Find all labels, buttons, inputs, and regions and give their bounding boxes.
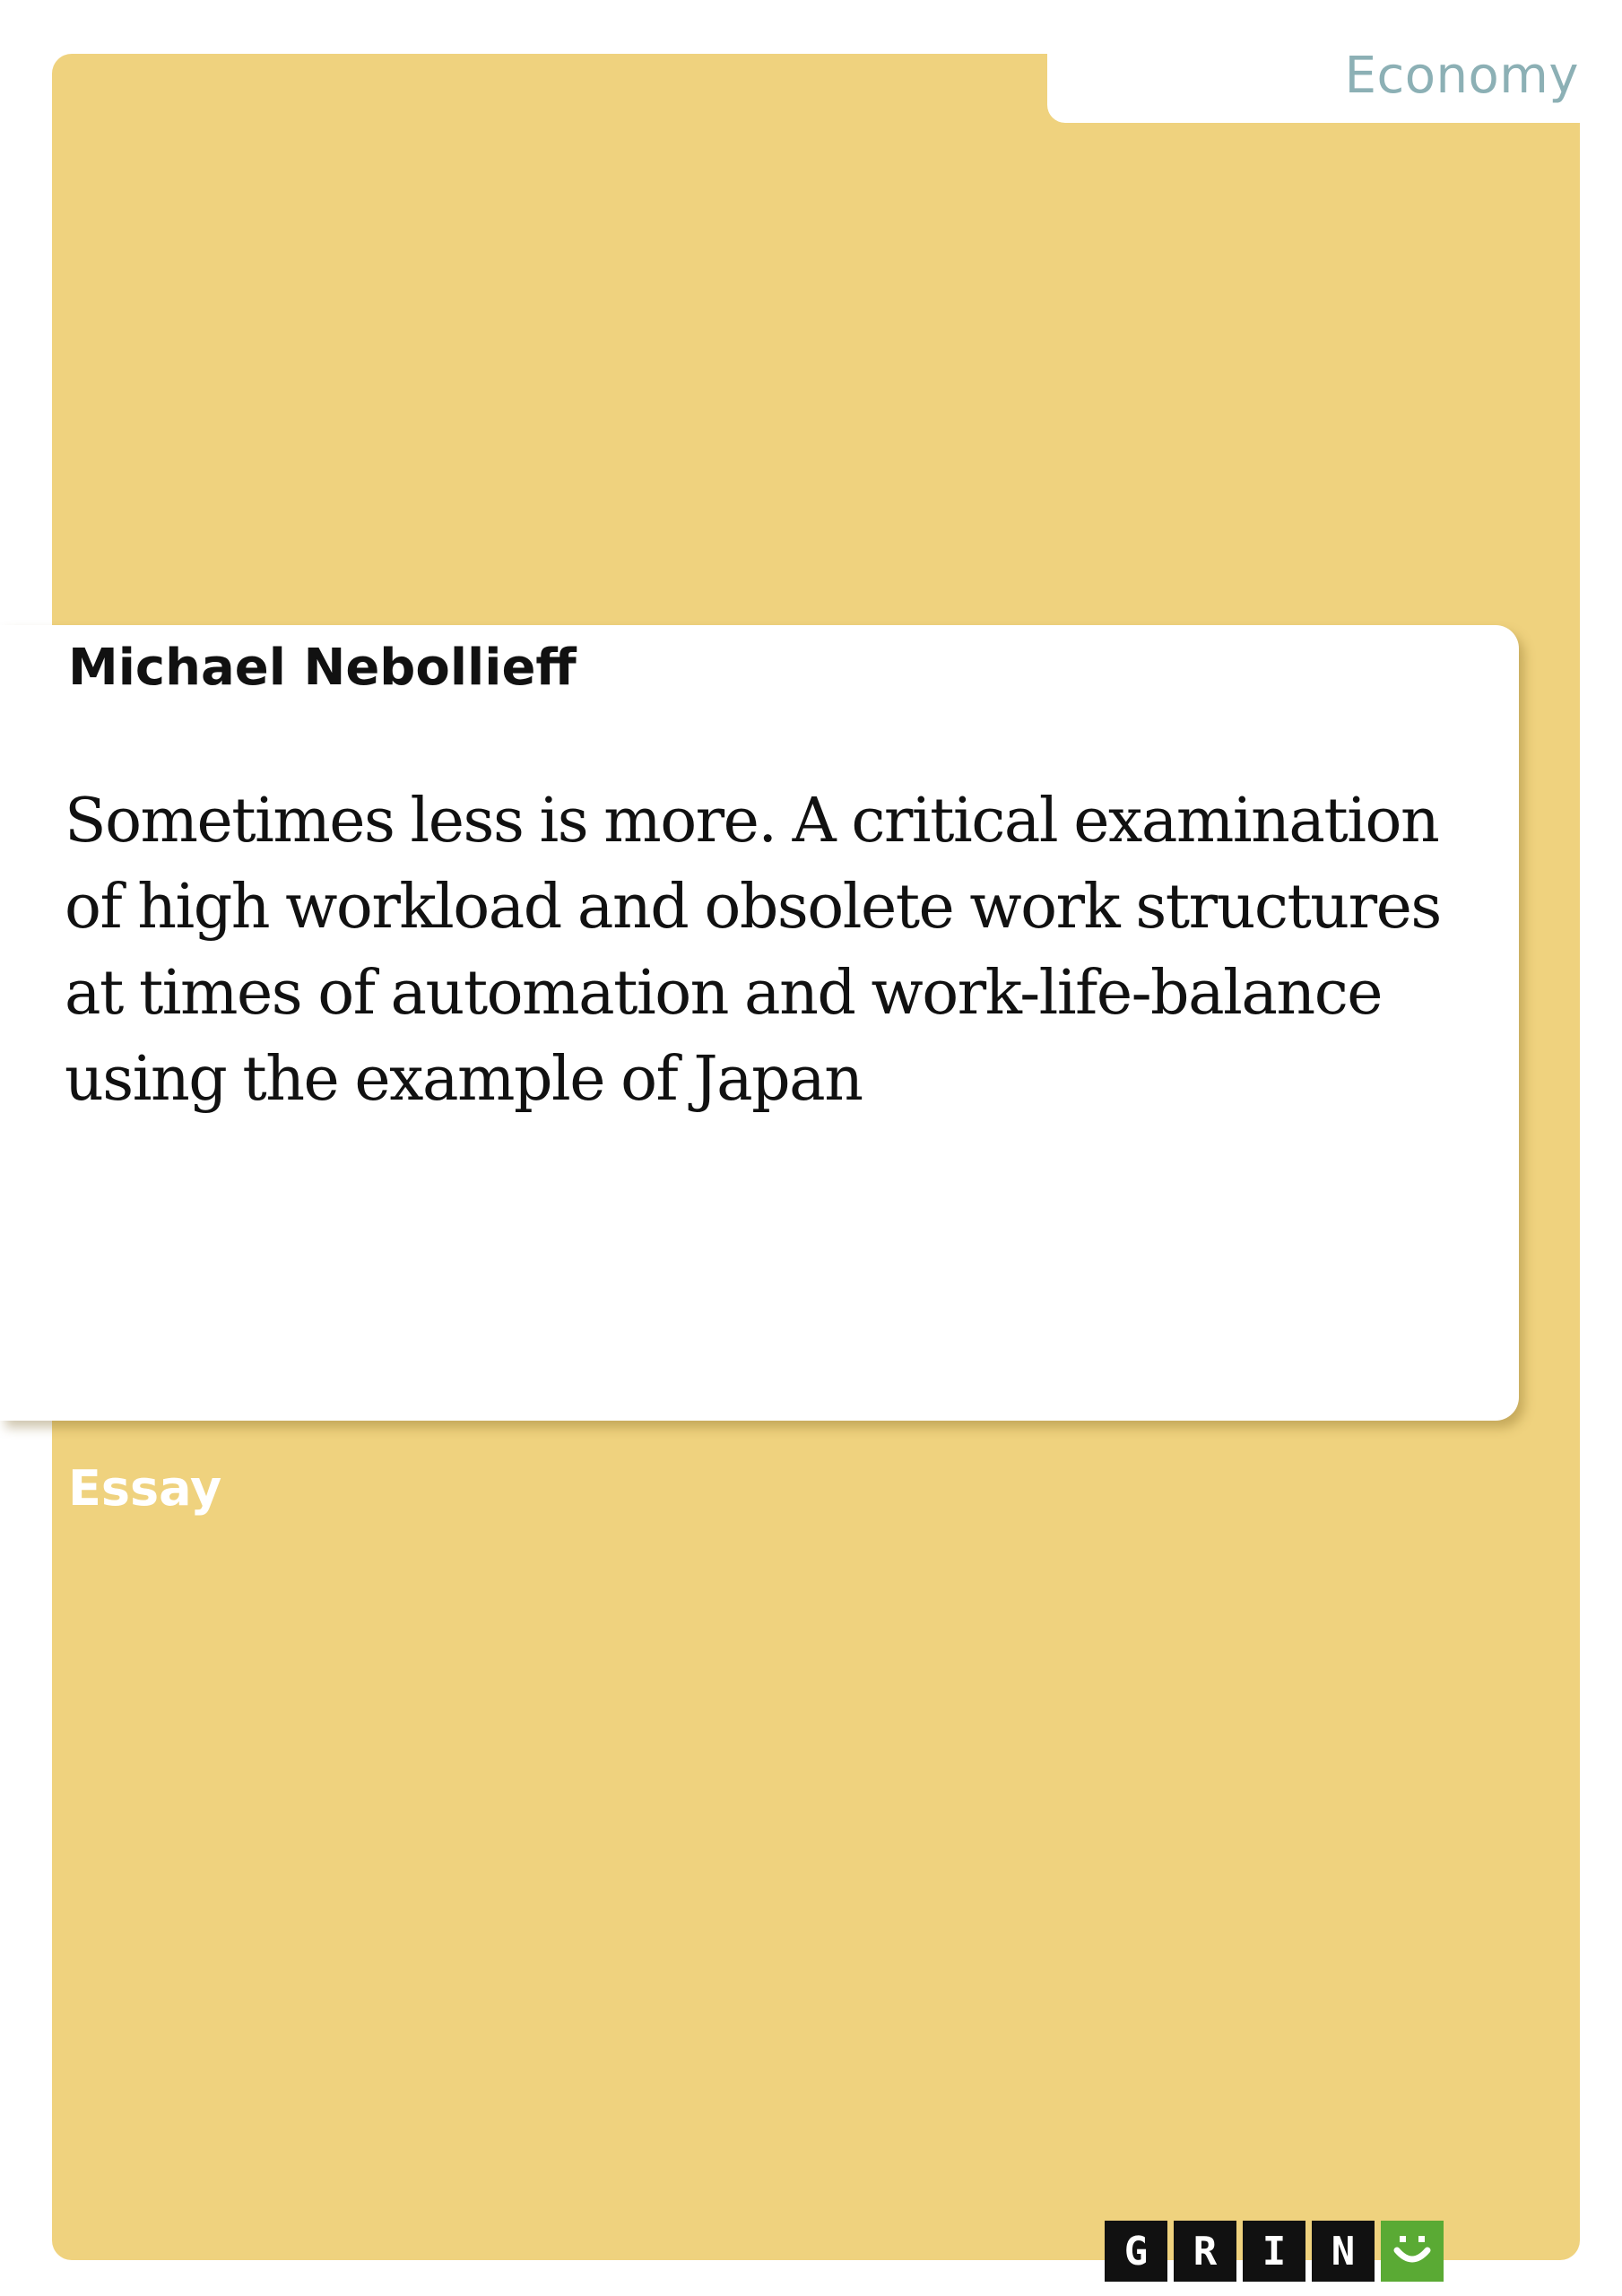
publisher-logo — [1105, 2221, 1444, 2282]
document-type: Essay — [68, 1460, 222, 1517]
author-name: Michael Nebollieff — [68, 639, 577, 697]
smiley-icon — [1381, 2221, 1444, 2282]
category-label: Economy — [1344, 47, 1579, 105]
logo-letter: N — [1312, 2221, 1375, 2282]
logo-letter: R — [1174, 2221, 1236, 2282]
logo-letter: G — [1105, 2221, 1167, 2282]
book-title: Sometimes less is more. A critical examination of high workload and obsolete work structures at times of automation and work-life-balance using the example of Japan — [65, 786, 1441, 1115]
logo-letter: I — [1243, 2221, 1305, 2282]
